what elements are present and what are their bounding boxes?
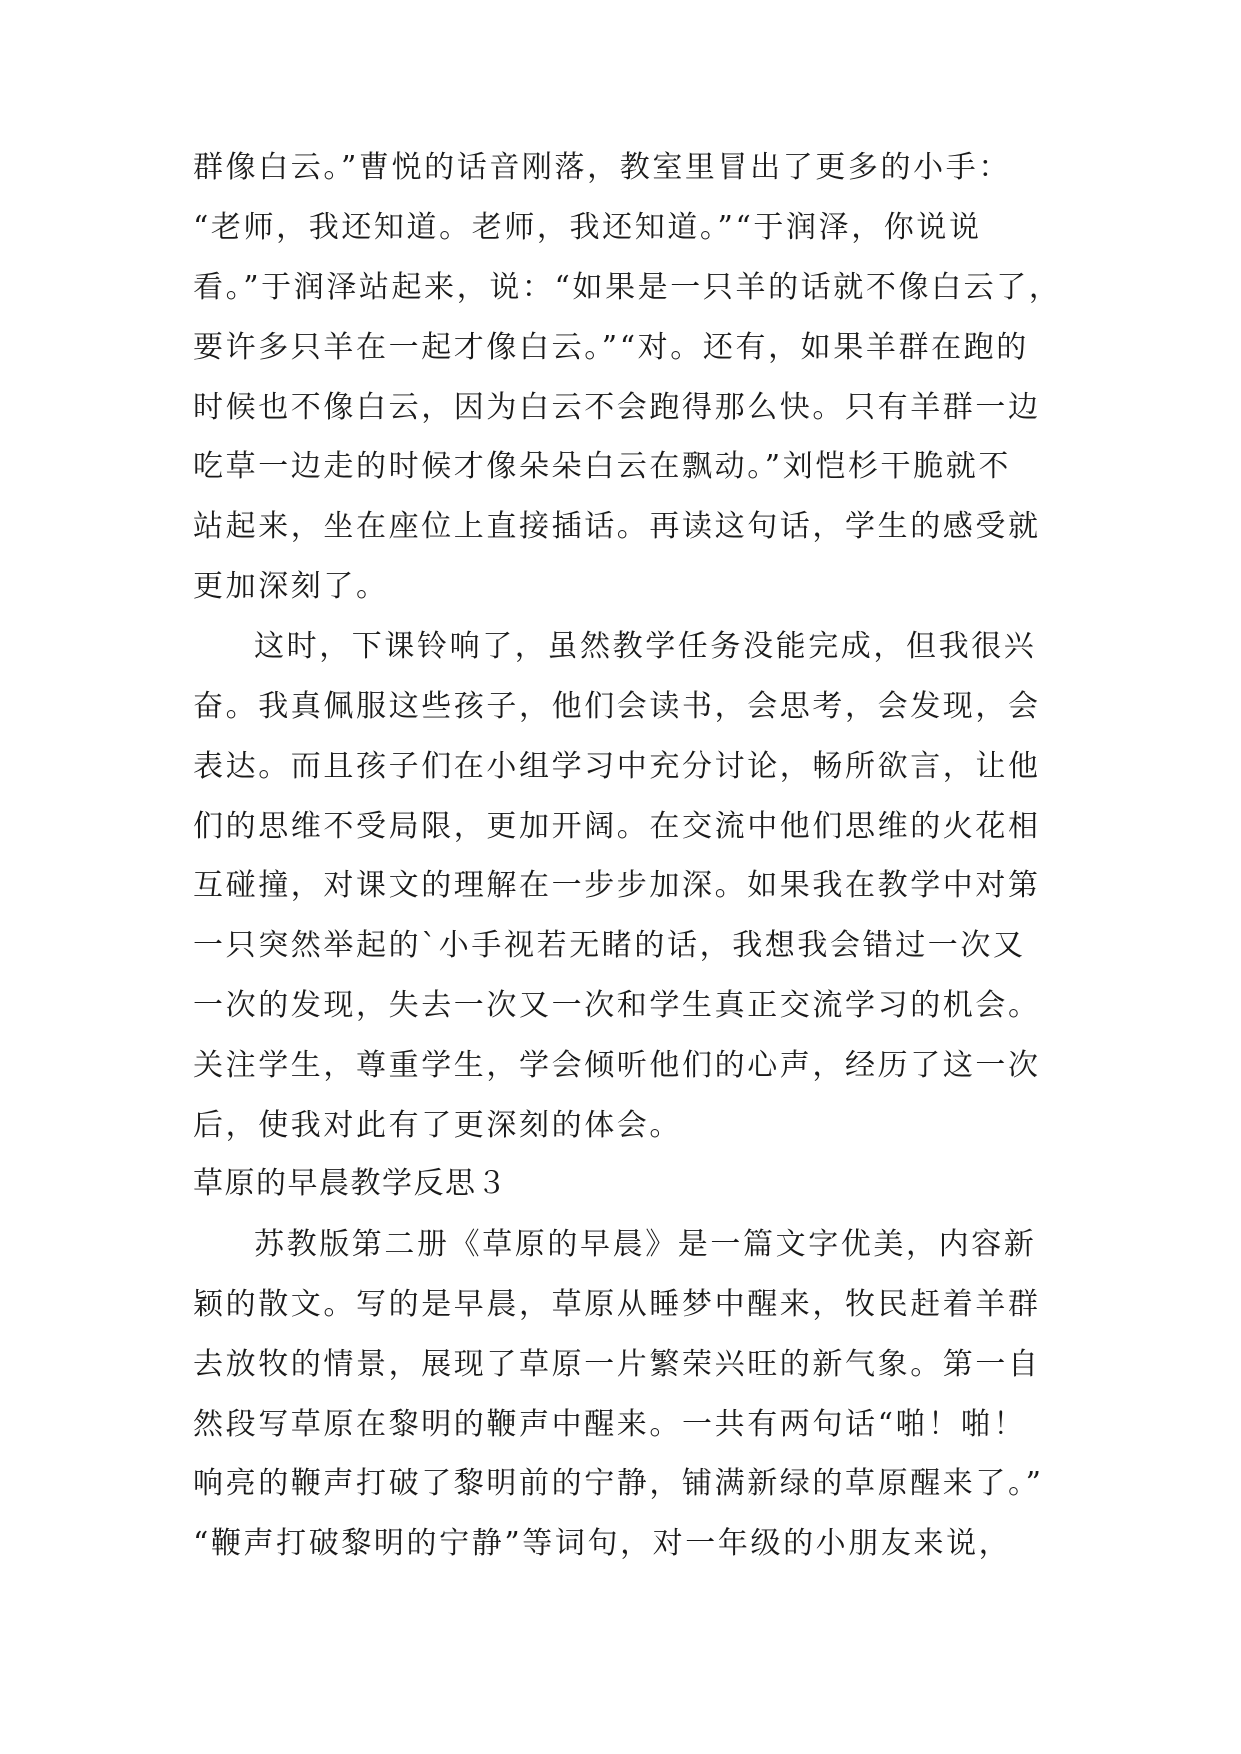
text-line: 奋。我真佩服这些孩子，他们会读书，会思考，会发现，会: [193, 689, 1041, 724]
text-line: 互碰撞，对课文的理解在一步步加深。如果我在教学中对第: [193, 868, 1041, 903]
text-line: 一次的发现，失去一次又一次和学生真正交流学习的机会。: [193, 988, 1041, 1023]
text-line: 关注学生，尊重学生，学会倾听他们的心声，经历了这一次: [193, 1048, 1041, 1083]
text-line: 要许多只羊在一起才像白云。”“对。还有，如果羊群在跑的: [193, 330, 1029, 365]
text-line: 们的思维不受局限，更加开阔。在交流中他们思维的火花相: [193, 809, 1041, 844]
text-line: 然段写草原在黎明的鞭声中醒来。一共有两句话“啪！啪！: [193, 1407, 1026, 1442]
text-line: 看。”于润泽站起来，说：“如果是一只羊的话就不像白云了，: [193, 270, 1062, 305]
text-line: 后，使我对此有了更深刻的体会。: [193, 1108, 682, 1143]
text-line: 时候也不像白云，因为白云不会跑得那么快。只有羊群一边: [193, 390, 1041, 425]
text-line: 一只突然举起的`小手视若无睹的话，我想我会错过一次又: [193, 928, 1026, 963]
text-line: 响亮的鞭声打破了黎明前的宁静，铺满新绿的草原醒来了。”: [193, 1466, 1044, 1501]
paragraph-start-line: 苏教版第二册《草原的早晨》是一篇文字优美，内容新: [254, 1227, 1037, 1262]
text-line: “老师，我还知道。老师，我还知道。”“于润泽，你说说: [193, 210, 982, 245]
text-line: “鞭声打破黎明的宁静”等词句，对一年级的小朋友来说，: [193, 1526, 1012, 1561]
text-line: 去放牧的情景，展现了草原一片繁荣兴旺的新气象。第一自: [193, 1347, 1041, 1382]
text-line: 颖的散文。写的是早晨，草原从睡梦中醒来，牧民赶着羊群: [193, 1287, 1041, 1322]
section-heading: 草原的早晨教学反思３: [193, 1166, 508, 1201]
text-line: 群像白云。”曹悦的话音刚落，教室里冒出了更多的小手：: [193, 150, 1011, 185]
text-line: 站起来，坐在座位上直接插话。再读这句话，学生的感受就: [193, 509, 1041, 544]
text-line: 更加深刻了。: [193, 569, 389, 604]
paragraph-start-line: 这时，下课铃响了，虽然教学任务没能完成，但我很兴: [254, 629, 1037, 664]
text-line: 表达。而且孩子们在小组学习中充分讨论，畅所欲言，让他: [193, 749, 1041, 784]
text-line: 吃草一边走的时候才像朵朵白云在飘动。”刘恺杉干脆就不: [193, 449, 1011, 484]
